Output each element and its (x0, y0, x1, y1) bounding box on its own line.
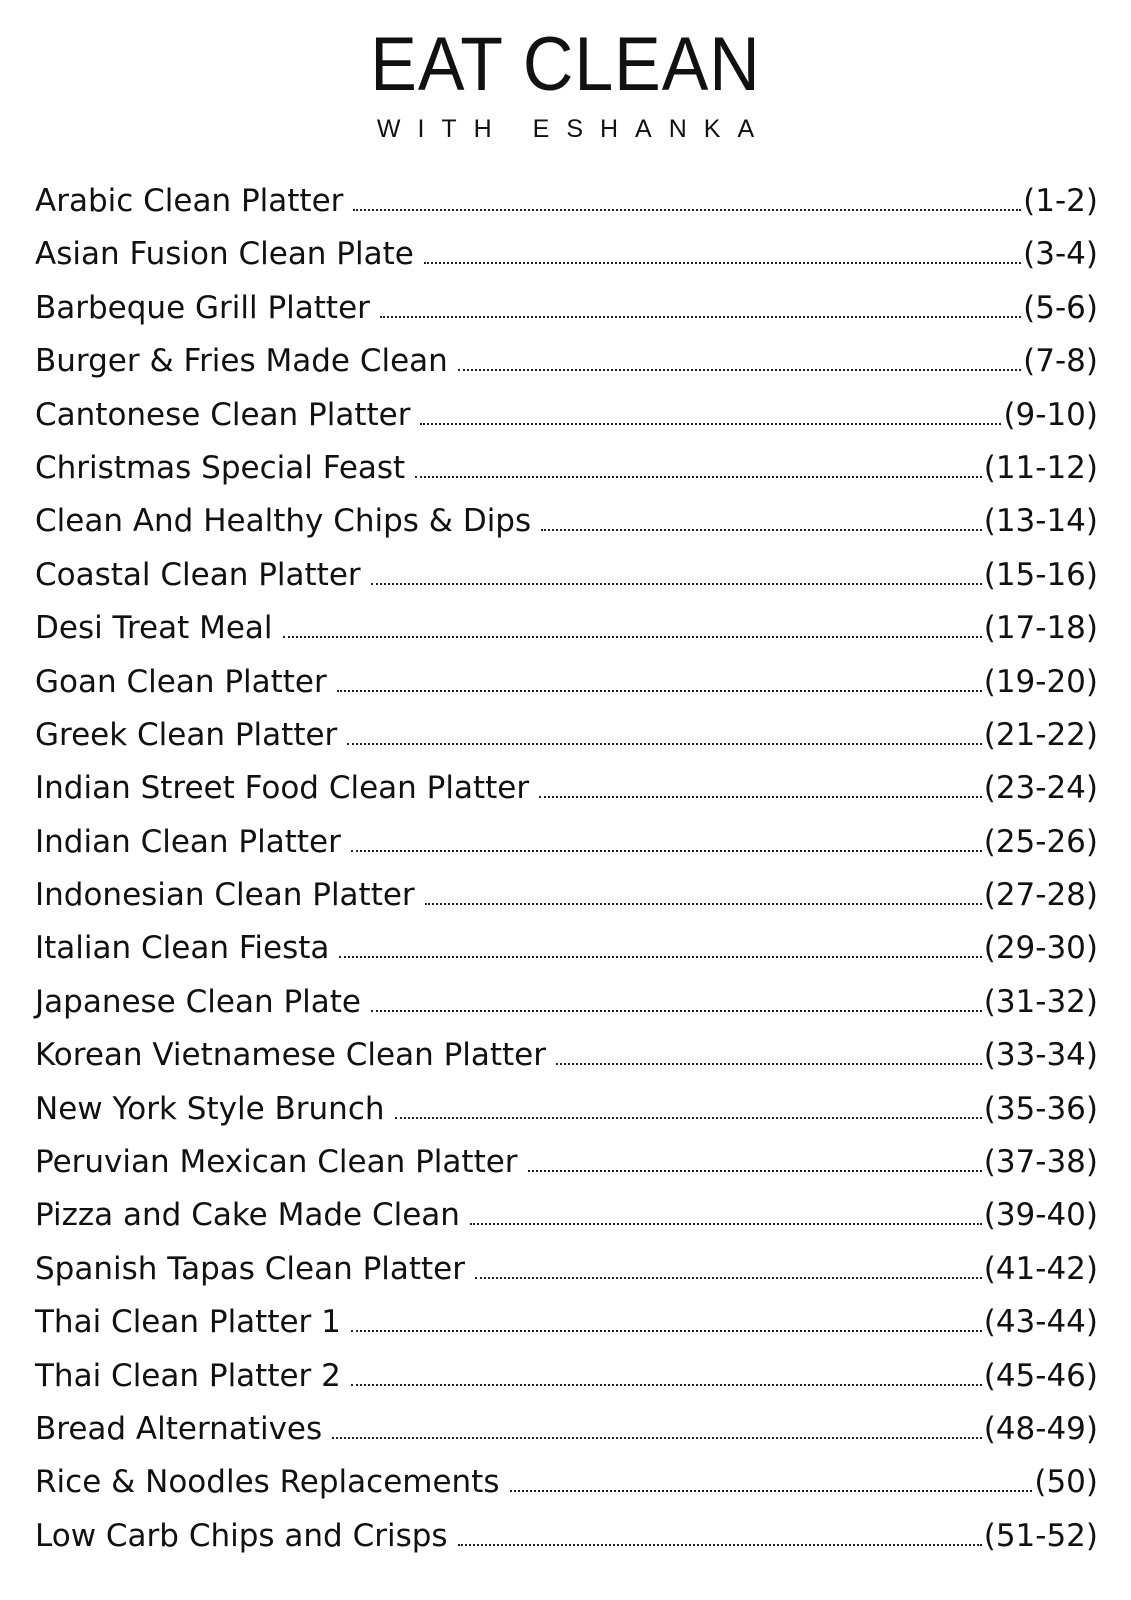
toc-entry[interactable] (35, 549, 1098, 602)
toc-entry[interactable] (35, 1296, 1098, 1349)
dot-leader (283, 636, 982, 638)
toc-entry-pages: (48-49) (983, 1410, 1098, 1447)
toc-entry-title: Italian Clean Fiesta (35, 930, 330, 967)
toc-entry[interactable] (35, 1456, 1098, 1509)
toc-entry-pages: (35-36) (983, 1090, 1098, 1127)
toc-entry-pages: (5-6) (1023, 289, 1098, 326)
toc-entry-title: Indonesian Clean Platter (35, 877, 415, 914)
toc-entry[interactable] (35, 869, 1098, 922)
dot-leader (420, 423, 1001, 425)
toc-entry-pages: (13-14) (983, 503, 1098, 540)
toc-entry-pages: (29-30) (983, 930, 1098, 967)
toc-entry-pages: (17-18) (983, 610, 1098, 647)
dot-leader (528, 1170, 982, 1172)
toc-entry-pages: (11-12) (983, 449, 1098, 486)
dot-leader (351, 1330, 982, 1332)
toc-entry-title: Low Carb Chips and Crisps (35, 1517, 448, 1554)
toc-entry[interactable] (35, 335, 1098, 388)
toc-entry-title: Pizza and Cake Made Clean (35, 1197, 460, 1234)
toc-entry[interactable] (35, 175, 1098, 228)
toc-entry[interactable] (35, 656, 1098, 709)
toc-entry-pages: (1-2) (1023, 183, 1098, 219)
dot-leader (339, 956, 981, 958)
dot-leader (510, 1490, 1033, 1492)
toc-entry-title: Peruvian Mexican Clean Platter (35, 1144, 518, 1181)
dot-leader (415, 476, 982, 478)
dot-leader (380, 316, 1021, 318)
toc-entry-title: Greek Clean Platter (35, 716, 338, 753)
dot-leader (332, 1437, 982, 1439)
toc-entry[interactable] (35, 1136, 1098, 1189)
toc-entry-pages: (43-44) (983, 1304, 1098, 1341)
toc-entry-title: Coastal Clean Platter (35, 556, 361, 593)
toc-entry[interactable] (35, 1083, 1098, 1136)
toc-entry-pages: (45-46) (983, 1357, 1098, 1394)
toc-entry[interactable] (35, 228, 1098, 281)
toc-entry[interactable] (35, 1243, 1098, 1296)
dot-leader (337, 690, 982, 692)
toc-entry-title: Rice & Noodles Replacements (35, 1464, 500, 1501)
toc-entry[interactable] (35, 1029, 1098, 1082)
toc-entry-pages: (51-52) (983, 1517, 1098, 1554)
document-header (0, 22, 1131, 144)
toc-entry-title: Bread Alternatives (35, 1410, 323, 1447)
toc-entry[interactable] (35, 1189, 1098, 1242)
toc-entry-pages: (31-32) (983, 983, 1098, 1020)
toc-entry[interactable] (35, 1350, 1098, 1403)
toc-entry-pages: (39-40) (983, 1197, 1098, 1234)
toc-entry-title: New York Style Brunch (35, 1090, 385, 1127)
toc-entry-pages: (19-20) (983, 663, 1098, 700)
toc-entry-title: Clean And Healthy Chips & Dips (35, 503, 532, 540)
dot-leader (351, 850, 982, 852)
toc-entry-pages: (27-28) (983, 877, 1098, 914)
toc-entry[interactable] (35, 282, 1098, 335)
toc-entry-pages: (9-10) (1003, 396, 1098, 433)
toc-entry[interactable] (35, 389, 1098, 442)
toc-entry-pages: (50) (1034, 1464, 1098, 1501)
toc-entry-pages: (7-8) (1023, 343, 1098, 380)
dot-leader (458, 369, 1021, 371)
dot-leader (424, 262, 1021, 264)
toc-entry-title: Japanese Clean Plate (35, 983, 361, 1020)
toc-entry[interactable] (35, 442, 1098, 495)
toc-entry-title: Barbeque Grill Platter (35, 289, 370, 326)
toc-entry-pages: (41-42) (983, 1250, 1098, 1287)
dot-leader (347, 743, 981, 745)
dot-leader (475, 1277, 982, 1279)
toc-entry[interactable] (35, 602, 1098, 655)
toc-entry[interactable] (35, 816, 1098, 869)
toc-entry[interactable] (35, 976, 1098, 1029)
dot-leader (556, 1063, 982, 1065)
toc-entry-title: Thai Clean Platter 2 (35, 1357, 341, 1394)
dot-leader (395, 1117, 982, 1119)
toc-entry-title: Indian Street Food Clean Platter (35, 770, 530, 807)
toc-entry-pages: (33-34) (983, 1037, 1098, 1074)
toc-entry-title: Cantonese Clean Platter (35, 396, 411, 433)
toc-entry-pages: (15-16) (983, 556, 1098, 593)
toc-entry-title: Goan Clean Platter (35, 663, 327, 700)
toc-entry-title: Indian Clean Platter (35, 823, 341, 860)
dot-leader (539, 796, 982, 798)
dot-leader (458, 1544, 982, 1546)
toc-entry-pages: (25-26) (983, 823, 1098, 860)
toc-entry-title: Korean Vietnamese Clean Platter (35, 1037, 547, 1074)
dot-leader (371, 1010, 982, 1012)
dot-leader (541, 529, 982, 531)
toc-entry-title: Burger & Fries Made Clean (35, 343, 448, 380)
toc-entry-title: Thai Clean Platter 1 (35, 1304, 341, 1341)
toc-entry-pages: (21-22) (983, 716, 1098, 753)
dot-leader (351, 1384, 982, 1386)
brand-subtitle: WITH ESHANKA (376, 115, 772, 143)
toc-entry-title: Asian Fusion Clean Plate (35, 236, 414, 273)
toc-entry-pages: (23-24) (983, 770, 1098, 807)
brand-title: EAT CLEAN (370, 22, 761, 107)
toc-entry[interactable] (35, 762, 1098, 815)
dot-leader (371, 583, 982, 585)
dot-leader (353, 209, 1021, 211)
toc-entry-pages: (3-4) (1023, 236, 1098, 273)
toc-entry-title: Desi Treat Meal (35, 610, 273, 647)
toc-entry-pages: (37-38) (983, 1144, 1098, 1181)
toc-entry[interactable] (35, 1510, 1098, 1563)
toc-entry[interactable] (35, 495, 1098, 548)
toc-entry-title: Christmas Special Feast (35, 449, 406, 486)
toc-entry-title: Arabic Clean Platter (35, 183, 344, 219)
toc-entry[interactable] (35, 709, 1098, 762)
toc-entry[interactable] (35, 922, 1098, 975)
dot-leader (470, 1223, 982, 1225)
dot-leader (425, 903, 982, 905)
toc-entry-title: Spanish Tapas Clean Platter (35, 1250, 466, 1287)
table-of-contents (35, 175, 1098, 1563)
toc-entry[interactable] (35, 1403, 1098, 1456)
